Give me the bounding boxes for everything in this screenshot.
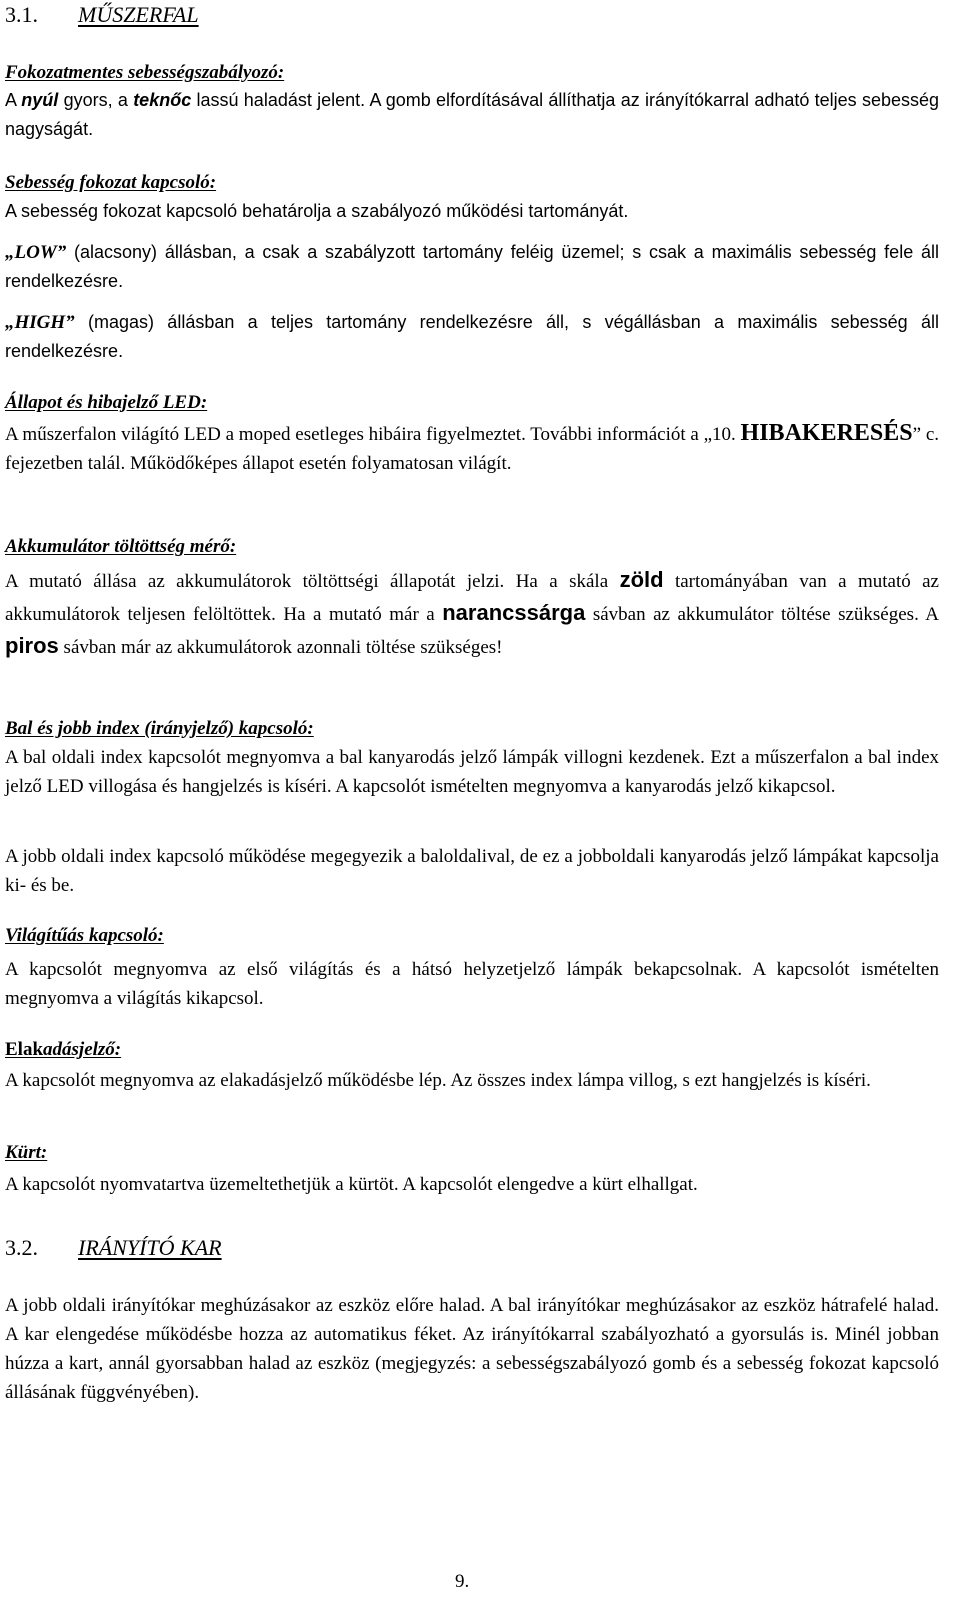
speed-regulator-heading: Fokozatmentes sebességszabályozó:	[5, 62, 285, 83]
lighting-heading: Világítűás kapcsoló:	[5, 925, 164, 946]
chapter-reference: HIBAKERESÉS	[740, 420, 913, 446]
orange-word: narancssárga	[442, 600, 586, 625]
index-heading: Bal és jobb index (irányjelző) kapcsoló:	[5, 718, 314, 739]
hazard-text: A kapcsolót megnyomva az elakadásjelző működésbe lép. Az összes index lámpa villog, s ezt hangjelzés is kíséri.	[5, 1070, 871, 1091]
green-word: zöld	[619, 567, 664, 592]
speed-switch-heading: Sebesség fokozat kapcsoló:	[5, 172, 217, 193]
joystick-text: A jobb oldali irányítókar meghúzásakor az eszköz előre halad. A bal irányítókar meghúzásakor az eszköz hátrafelé halad. A kar elengedése működésbe hozza az automatikus féket. Az irányítókarral szabályozható a gyorsulás is. Minél jobban húzza a kart, annál gyorsabban halad az eszköz (megjegyzés: a sebességszabályozó gomb és a sebesség fokozat kapcsoló állásának függvényében).	[5, 1295, 939, 1403]
low-mode-text: „LOW” (alacsony) állásban, a csak a szabályzott tartomány feléig üzemel; s csak a maximális sebesség fele áll rendelkezésre.	[5, 242, 939, 291]
section-title: MŰSZERFAL	[78, 2, 199, 27]
led-heading: Állapot és hibajelző LED:	[5, 392, 208, 413]
index-text-1: A bal oldali index kapcsolót megnyomva a bal kanyarodás jelző lámpák villogni kezdenek. Ezt a műszerfalon a bal index jelző LED villogása és hangjelzés is kíséri. A kapcsolót ismételten megnyomva a kanyarodás jelző kikapcsol.	[5, 747, 939, 797]
speed-regulator-text: A nyúl gyors, a teknőc lassú haladást jelent. A gomb elfordításával állíthatja az irányítókarral adható teljes sebesség nagyságát.	[5, 90, 940, 139]
high-mode-text: „HIGH” (magas) állásban a teljes tartomány rendelkezésre áll, s végállásban a maximális sebesség áll rendelkezésre.	[5, 312, 939, 361]
horn-heading: Kürt:	[5, 1142, 48, 1163]
battery-heading: Akkumulátor töltöttség mérő:	[5, 536, 237, 557]
hazard-heading: Elakadásjelző:	[5, 1039, 122, 1060]
led-text: A műszerfalon világító LED a moped esetleges hibáira figyelmeztet. További információt a „10. HIBAKERESÉS” c. fejezetben talál. Működőképes állapot esetén folyamatosan világít.	[5, 420, 940, 474]
document-page	[5, 0, 945, 1597]
turtle-word: teknőc	[133, 90, 192, 110]
section-title-2: IRÁNYÍTÓ KAR	[78, 1235, 222, 1260]
speed-switch-text: A sebesség fokozat kapcsoló behatárolja a szabályozó működési tartományát.	[5, 201, 629, 221]
low-label: „LOW”	[5, 242, 67, 263]
red-word: piros	[5, 633, 59, 658]
rabbit-word: nyúl	[21, 90, 59, 110]
lighting-text: A kapcsolót megnyomva az első világítás és a hátsó helyzetjelző lámpák bekapcsolnak. A kapcsolót ismételten megnyomva a világítás kikapcsol.	[5, 959, 939, 1009]
index-text-2: A jobb oldali index kapcsoló működése megegyezik a baloldalival, de ez a jobboldali kanyarodás jelző lámpákat kapcsolja ki- és be.	[5, 846, 939, 896]
high-label: „HIGH”	[5, 312, 75, 333]
horn-text: A kapcsolót nyomvatartva üzemeltethetjük a kürtöt. A kapcsolót elengedve a kürt elhallgat.	[5, 1174, 698, 1195]
page-number: 9.	[455, 1571, 470, 1592]
battery-text: A mutató állása az akkumulátorok töltöttségi állapotát jelzi. Ha a skála zöld tartományában van a mutató az akkumulátorok teljesen felöltöttek. Ha a mutató már a narancssárga sávban az akkumulátor töltése szükséges. A piros sávban már az akkumulátorok azonnali töltése szükséges!	[5, 567, 939, 658]
section-number: 3.1.	[5, 2, 38, 27]
section-number-2: 3.2.	[5, 1235, 38, 1260]
